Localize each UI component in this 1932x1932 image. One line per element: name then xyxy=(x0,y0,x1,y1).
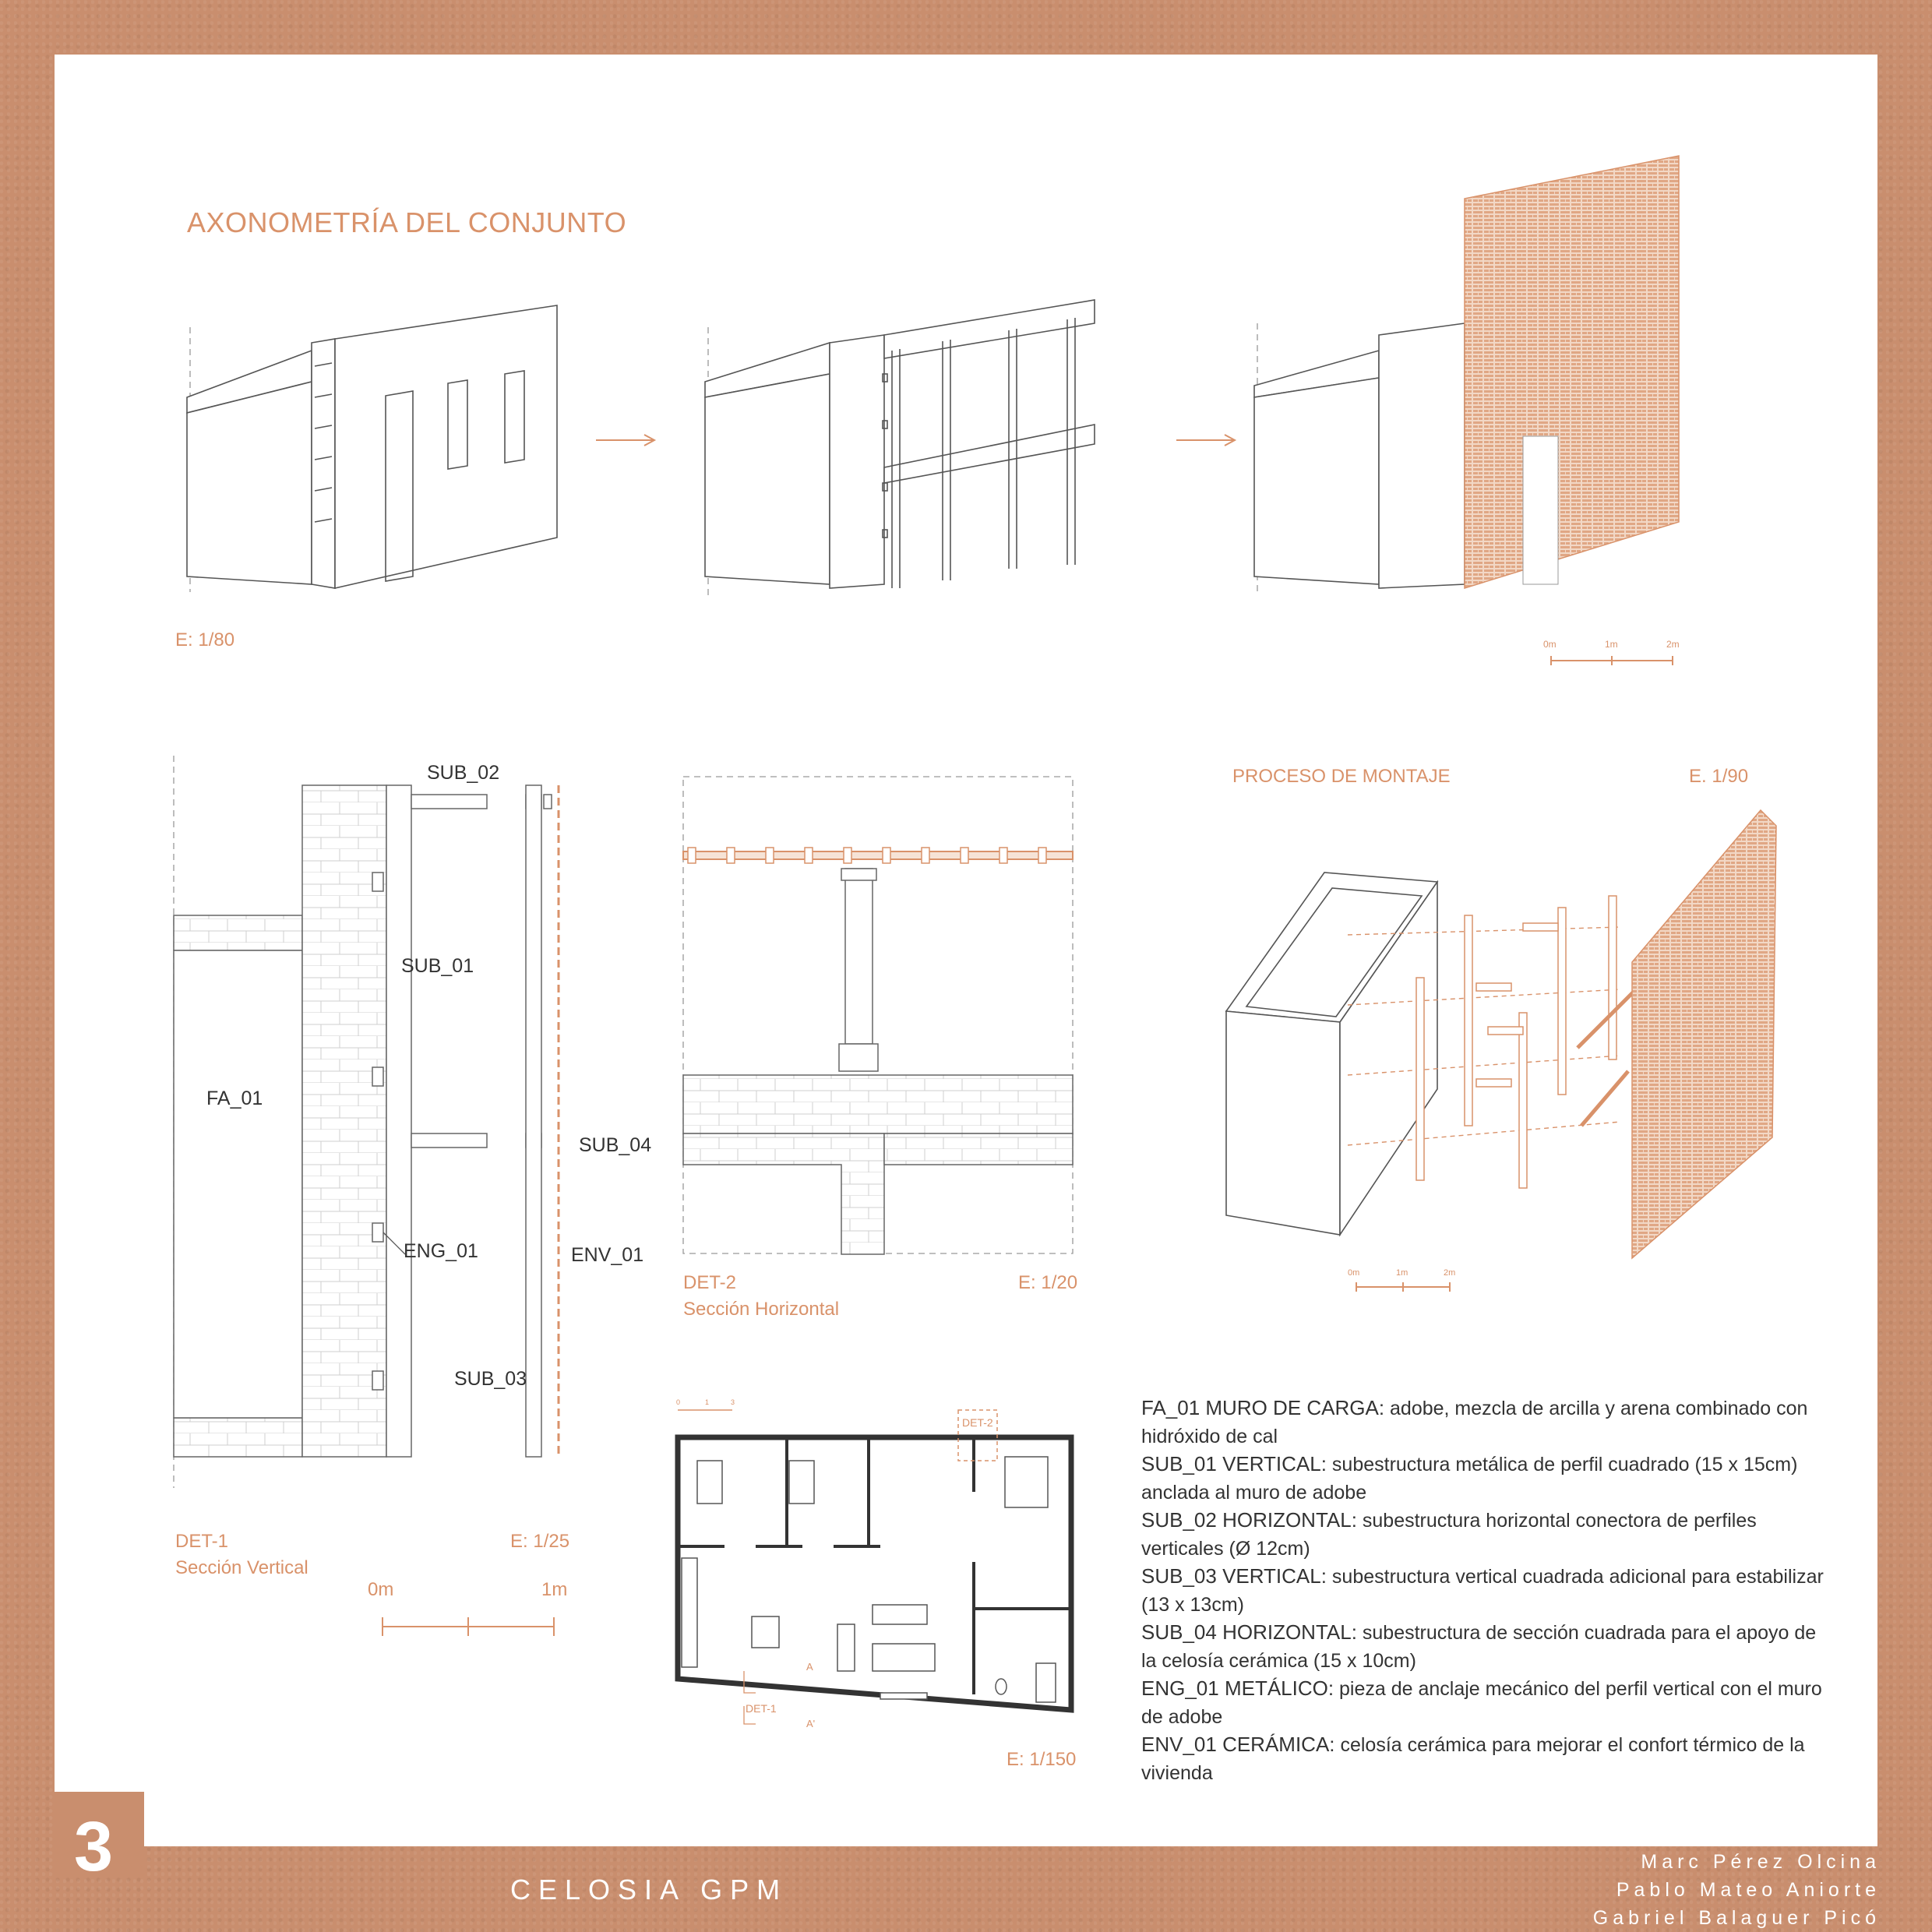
legend-item: ENG_01 METÁLICO: pieza de anclaje mecánico del perfil vertical con el muro de adobe xyxy=(1141,1676,1822,1728)
axono-title: AXONOMETRÍA DEL CONJUNTO xyxy=(187,206,627,238)
legend-item: SUB_01 VERTICAL: subestructura metálica de perfil cuadrado (15 x 15cm) anclada al muro de adobe xyxy=(1141,1452,1798,1504)
det1-label-sub02: SUB_02 xyxy=(427,762,500,784)
page-number: 3 xyxy=(74,1808,114,1886)
montaje-bar-2: 2m xyxy=(1444,1268,1456,1278)
det2-drawing xyxy=(682,775,1075,1258)
arrow-2 xyxy=(1176,432,1239,448)
det2-name: DET-2 xyxy=(683,1272,737,1293)
legend-item: ENV_01 CERÁMICA: celosía cerámica para mejorar el confort térmico de la vivienda xyxy=(1141,1733,1805,1784)
project-title: CELOSIA GPM xyxy=(510,1874,788,1906)
author-name: Marc Pérez Olcina xyxy=(1641,1851,1881,1873)
det1-label-env01: ENV_01 xyxy=(571,1244,644,1266)
det1-subtitle: Sección Vertical xyxy=(175,1557,308,1578)
legend-item: SUB_04 HORIZONTAL: subestructura de sección cuadrada para el apoyo de la celosía cerámica (15 x 10cm) xyxy=(1141,1620,1817,1672)
det1-label-fa01: FA_01 xyxy=(206,1088,263,1109)
scalebar-top-2: 2m xyxy=(1666,639,1680,650)
montaje-scale: E. 1/90 xyxy=(1689,766,1749,787)
legend-item: SUB_03 VERTICAL: subestructura vertical cuadrada adicional para estabilizar (13 x 13cm) xyxy=(1141,1564,1824,1616)
montaje-scalebar xyxy=(1356,1281,1453,1293)
legend-item: SUB_02 HORIZONTAL: subestructura horizontal conectora de perfiles verticales (Ø 12cm) xyxy=(1141,1508,1757,1560)
det1-bar-1: 1m xyxy=(541,1579,568,1600)
axono-step-3 xyxy=(1254,156,1690,592)
scalebar-top-1: 1m xyxy=(1605,639,1618,650)
det1-scalebar xyxy=(382,1615,557,1638)
author-name: Gabriel Balaguer Picó xyxy=(1592,1907,1881,1929)
legend-item: FA_01 MURO DE CARGA: adobe, mezcla de arcilla y arena combinado con hidróxido de cal xyxy=(1141,1396,1808,1447)
det1-label-sub04: SUB_04 xyxy=(579,1134,652,1156)
plan-bar-1: 1 xyxy=(705,1398,710,1406)
det1-label-sub03: SUB_03 xyxy=(454,1368,527,1390)
authors xyxy=(1593,1848,1881,1932)
axono-step-2 xyxy=(705,296,1172,600)
author-name: Pablo Mateo Aniorte xyxy=(1616,1879,1881,1901)
scalebar-top xyxy=(1550,653,1675,668)
det1-bar-0: 0m xyxy=(368,1579,394,1600)
plan-scale: E: 1/150 xyxy=(1007,1749,1077,1770)
montaje-title: PROCESO DE MONTAJE xyxy=(1232,766,1451,787)
floor-plan xyxy=(674,1406,1079,1741)
plan-section-a: A xyxy=(806,1661,813,1673)
det2-scale: E: 1/20 xyxy=(1018,1272,1078,1293)
plan-det2-tag: DET-2 xyxy=(962,1416,993,1429)
montaje-drawing xyxy=(1223,779,1776,1270)
arrow-1 xyxy=(596,432,658,448)
montaje-bar-0: 0m xyxy=(1348,1268,1360,1278)
axono-step-1 xyxy=(187,296,592,592)
det1-label-eng01: ENG_01 xyxy=(404,1240,478,1262)
det1-label-sub01: SUB_01 xyxy=(401,955,474,977)
scalebar-top-0: 0m xyxy=(1543,639,1557,650)
plan-det1-tag: DET-1 xyxy=(746,1702,777,1715)
det1-name: DET-1 xyxy=(175,1531,229,1552)
plan-section-a-prime: A' xyxy=(806,1718,816,1729)
plan-bar-0: 0 xyxy=(676,1398,681,1406)
legend xyxy=(1141,1394,1827,1787)
det2-subtitle: Sección Horizontal xyxy=(683,1299,840,1320)
montaje-bar-1: 1m xyxy=(1396,1268,1408,1278)
plan-bar-2: 3 xyxy=(731,1398,735,1406)
axono-scale: E: 1/80 xyxy=(175,629,235,650)
det1-scale: E: 1/25 xyxy=(510,1531,570,1552)
